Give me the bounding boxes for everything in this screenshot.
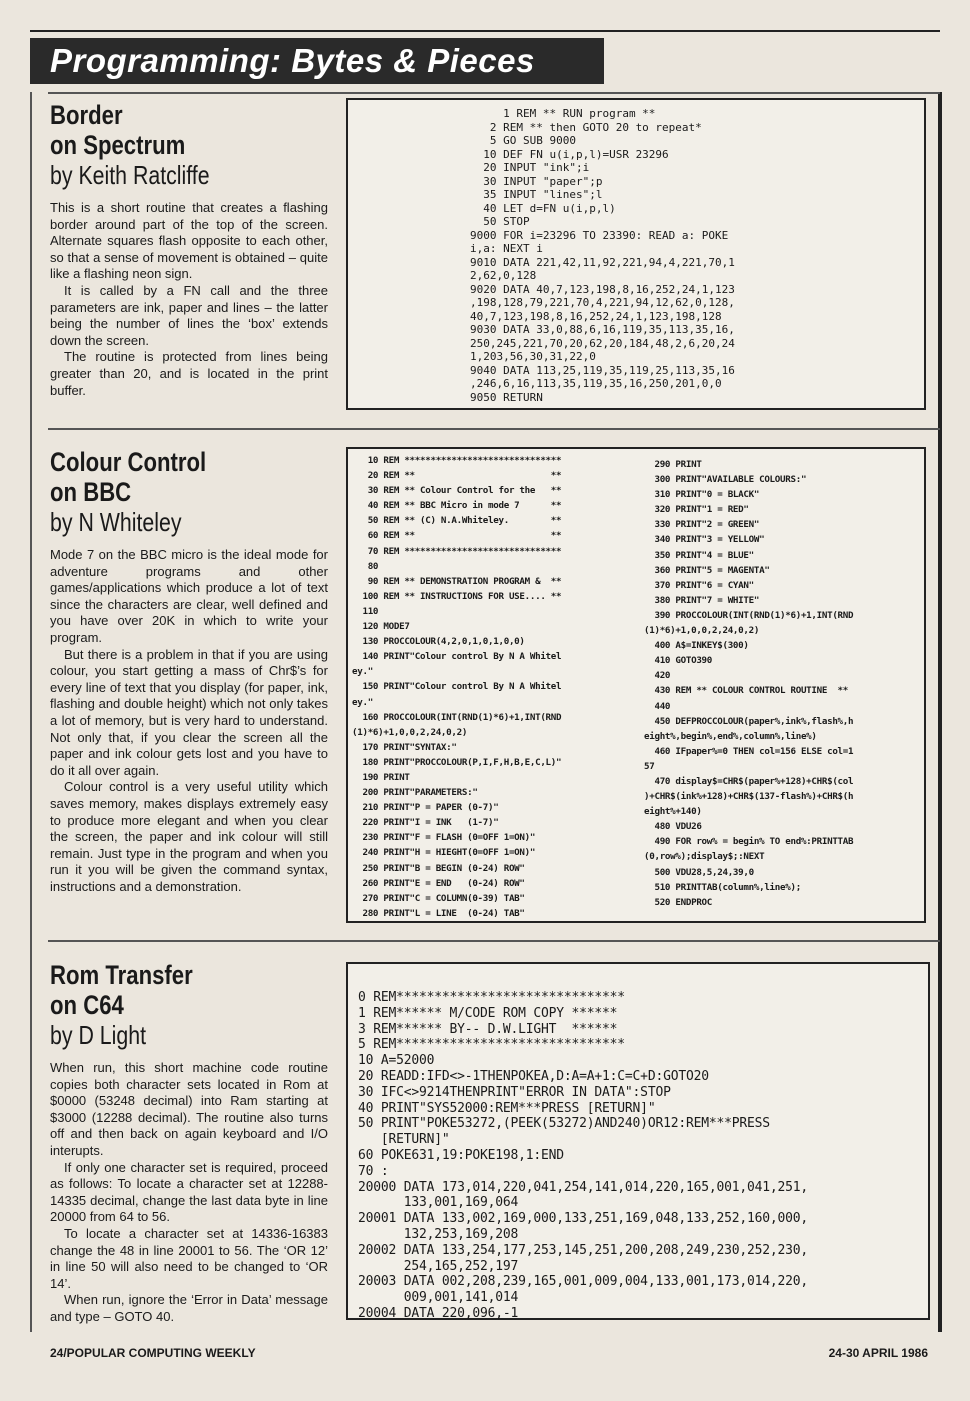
article-divider (48, 92, 940, 94)
article-divider (48, 940, 940, 942)
footer-folio: 24/POPULAR COMPUTING WEEKLY (50, 1346, 256, 1360)
article-title: Rom Transfer (50, 960, 193, 990)
article-paragraph: Mode 7 on the BBC micro is the ideal mode for adventure programs and other games/applications which produce a lot of text since the characters are clear, well defined and you have over 20K in which to write your program. (50, 547, 328, 645)
article-paragraph: If only one character set is required, proceed as follows: To locate a character set at 12288-14335 decimal, change the last data byte in line 20000 from 64 to 56. (50, 1159, 328, 1225)
listing-box-bbc (346, 447, 926, 923)
article-paragraph: When run, ignore the ‘Error in Data’ message and type – GOTO 40. (50, 1292, 328, 1324)
article-divider (48, 428, 940, 430)
article-byline: by D Light (50, 1020, 147, 1050)
article-title: Colour Control (50, 447, 207, 477)
article-paragraph: But there is a problem in that if you are using colour, you start getting a mass of Chr$’s for every line of text that you display (for paper, ink, flashing and double height) which not only takes a lot of memory, but is very hard to understand. Not only that, if you clear the screen all the paper and ink colour gets lost and you have to do it all over again. (50, 646, 328, 778)
article-paragraph: It is called by a FN call and the three parameters are ink, paper and lines – the latter being the number of lines the ‘box’ extends down the screen. (50, 282, 328, 348)
article-paragraph: To locate a character set at 14336-16383 change the 48 in line 20001 to 56. The ‘OR 12’ in line 50 will also need to be changed to ‘OR 14’. (50, 1225, 328, 1291)
article-title: on C64 (50, 990, 124, 1020)
code-listing: 10 REM ****************************** 20 REM ** ** 30 REM ** Colour Control for the ** 40 REM ** BBC Micro in mode 7 ** 50 REM ** (C) N.A.Whiteley. ** 60 REM ** ** 70 REM ****************************** 80 90 REM ** DEMONSTRATION PROGRAM & ** 100 REM ** INSTRUCTIONS FOR USE.... ** 110 120 MODE7 130 PROCCOLOUR(4,2,0,1,0,1,0,0) 140 PRINT"Colour control By N A Whitel ey." 150 PRINT"Colour control By N A Whitel ey." 160 PROCCOLOUR(INT(RND(1)*6)+1,INT(RND (1)*6)+1,0,0,2,24,0,2) 170 PRINT"SYNTAX:" 180 PRINT"PROCCOLOUR(P,I,F,H,B,E,C,L)" 190 PRINT 200 PRINT"PARAMETERS:" 210 PRINT"P = PAPER (0-7)" 220 PRINT"I = INK (1-7)" 230 PRINT"F = FLASH (0=OFF 1=ON)" 240 PRINT"H = HIEGHT(0=OFF 1=ON)" 250 PRINT"B = BEGIN (0-24) ROW" 260 PRINT"E = END (0-24) ROW" 270 PRINT"C = COLUMN(0-39) TAB" 280 PRINT"L = LINE (0-24) TAB" (352, 455, 562, 919)
article-colour-control-bbc (50, 447, 328, 895)
article-rom-transfer-c64 (50, 960, 328, 1326)
article-byline: by Keith Ratcliffe (50, 160, 210, 190)
code-listing: 0 REM****************************** 1 REM****** M/CODE ROM COPY ****** 3 REM****** BY-- D.W.LIGHT ****** 5 REM****************************** 10 A=52000 20 READD:IFD<>-1THENPOKEA,D:A=A+1:C=C+D:GOTO20 30 IFC<>9214THENPRINT"ERROR IN DATA":STOP 40 PRINT"SYS52000:REM***PRESS [RETURN]" 50 PRINT"POKE53272,(PEEK(53272)AND240)OR12:REM***PRESS [RETURN]" 60 POKE631,19:POKE198,1:END 70 : 20000 DATA 173,014,220,041,254,141,014,220,165,001,041,251, 133,001,169,064 20001 DATA 133,002,169,000,133,251,169,048,133,252,160,000, 132,253,169,208 20002 DATA 133,254,177,253,145,251,200,208,249,230,252,230, 254,165,252,197 20003 DATA 002,208,239,165,001,009,004,133,001,173,014,220, 009,001,141,014 20004 DATA 220,096,-1 (358, 990, 808, 1321)
code-listing: 290 PRINT 300 PRINT"AVAILABLE COLOURS:" 310 PRINT"0 = BLACK" 320 PRINT"1 = RED" 330 PRINT"2 = GREEN" 340 PRINT"3 = YELLOW" 350 PRINT"4 = BLUE" 360 PRINT"5 = MAGENTA" 370 PRINT"6 = CYAN" 380 PRINT"7 = WHITE" 390 PROCCOLOUR(INT(RND(1)*6)+1,INT(RND (1)*6)+1,0,0,2,24,0,2) 400 A$=INKEY$(300) 410 GOTO390 420 430 REM ** COLOUR CONTROL ROUTINE ** 440 450 DEFPROCCOLOUR(paper%,ink%,flash%,h eight%,begin%,end%,column%,line%) 460 IFpaper%=0 THEN col=156 ELSE col=1 57 470 display$=CHR$(paper%+128)+CHR$(col )+CHR$(ink%+128)+CHR$(137-flash%)+CHR$(h eight%+140) 480 VDU26 490 FOR row% = begin% TO end%:PRINTTAB (0,row%);display$;:NEXT 500 VDU28,5,24,39,0 510 PRINTTAB(column%,line%); 520 ENDPROC (644, 459, 854, 908)
listing-column-right (644, 457, 924, 910)
article-border-spectrum (50, 100, 328, 399)
article-title: on BBC (50, 477, 132, 507)
article-title: Border (50, 100, 123, 130)
article-byline: by N Whiteley (50, 507, 182, 537)
article-title: on Spectrum (50, 130, 186, 160)
article-paragraph: The routine is protected from lines being greater than 20, and is located in the print buffer. (50, 349, 328, 398)
code-listing: 1 REM ** RUN program ** 2 REM ** then GOTO 20 to repeat* 5 GO SUB 9000 10 DEF FN u(i,p,l)=USR 23296 20 INPUT "ink";i 30 INPUT "paper";p 35 INPUT "lines";l 40 LET d=FN u(i,p,l) 50 STOP 9000 FOR i=23296 TO 23390: READ a: POKE i,a: NEXT i 9010 DATA 221,42,11,92,221,94,4,221,70,1 2,62,0,128 9020 DATA 40,7,123,198,8,16,252,24,1,123 ,198,128,79,221,70,4,221,94,12,62,0,128, 40,7,123,198,8,16,252,24,1,123,198,128 9030 DATA 33,0,88,6,16,119,35,113,35,16, 250,245,221,70,20,62,20,184,48,2,6,20,24 1,203,56,30,31,22,0 9040 DATA 113,25,119,35,119,25,113,35,16 ,246,6,16,113,35,119,35,16,250,201,0,0 9050 RETURN (470, 107, 735, 404)
right-rule (938, 92, 942, 1332)
listing-box-c64 (346, 962, 930, 1320)
top-rule (30, 30, 940, 32)
listing-column-left (352, 453, 642, 921)
article-paragraph: When run, this short machine code routine copies both character sets located in Rom at $0000 (53248 decimal) into Ram starting at $3000 (12288 decimal). The routine also turns off and then back on again keyboard and I/O interupts. (50, 1060, 328, 1158)
section-title: Programming: Bytes & Pieces (50, 42, 535, 79)
footer-date: 24-30 APRIL 1986 (828, 1346, 928, 1360)
article-paragraph: Colour control is a very useful utility which saves memory, makes displays extremely easy to produce more elegant and when you clear the screen, the paper and ink colour will still remain. Just type in the program and when you run it you will be given the command syntax, instructions and a demonstration. (50, 779, 328, 894)
article-paragraph: This is a short routine that creates a flashing border around part of the top of the screen. Alternate squares flash opposite to each other, so that a sense of movement is obtained – quite like a flashing neon sign. (50, 200, 328, 282)
listing-box-spectrum (346, 98, 926, 410)
section-banner (30, 38, 604, 84)
left-rule (30, 92, 32, 1332)
